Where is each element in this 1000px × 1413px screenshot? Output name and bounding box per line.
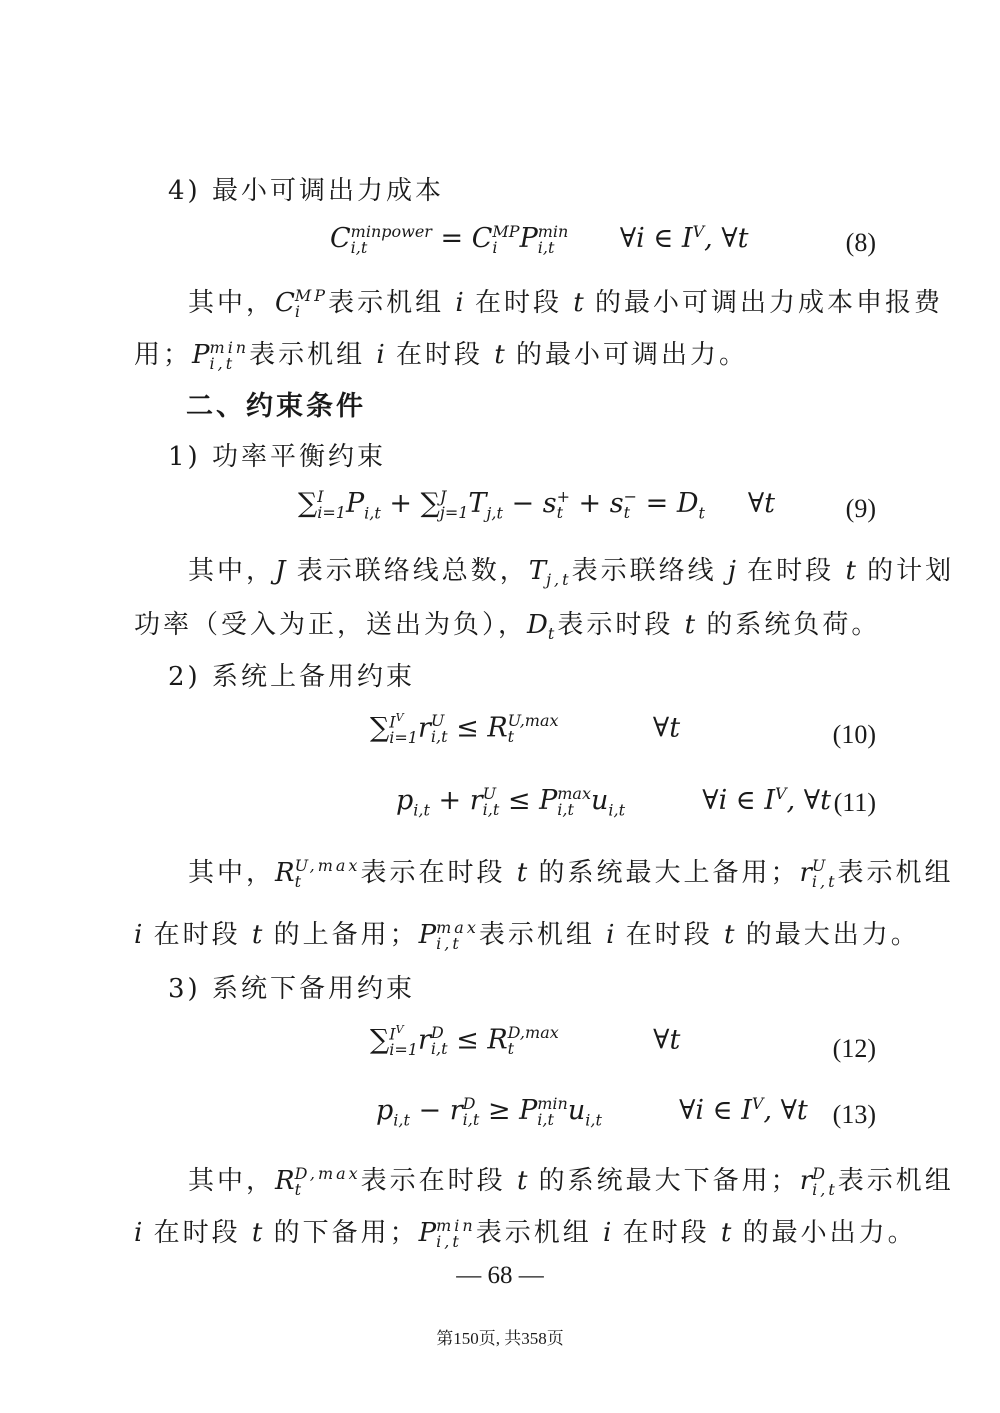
list-item-heading: 3) 系统下备用约束 [168, 974, 415, 1004]
equation-number: (13) [832, 1100, 876, 1129]
equation-number: (9) [845, 494, 876, 523]
paragraph-line: 功率（受入为正，送出为负），$D_t$表示时段 t 的系统负荷。 [134, 610, 881, 644]
page-number: — 68 — [456, 1262, 544, 1289]
paragraph-line: 其中，J 表示联络线总数，$T_{j,t}$表示联络线 j 在时段 t 的计划 [188, 556, 955, 590]
equation-number: (11) [833, 788, 876, 817]
page-footer: 第150页, 共358页 [436, 1329, 564, 1348]
equation-number: (10) [832, 720, 876, 749]
list-item-heading: 1) 功率平衡约束 [168, 442, 386, 472]
equation-9: ∑ I i=1 $P_{i,t}$ + ∑ J j=1 $T_{j,t} - s$ + t + s − t = $D_t$ ∀t [298, 486, 775, 523]
equation-10: ∑ $I^V$ i=1 r U i,t ≤ R U,max t ∀t [370, 711, 681, 748]
equation-11: $p_{i,t} + r$ U i,t ≤ P max i,t $u_{i,t}$ ∀i ∈ $I^V$, ∀t [396, 783, 831, 820]
paragraph-line: 其中，R D,max t 表示在时段 t 的系统最大下备用；r D i,t 表示机组 [188, 1164, 954, 1199]
equation-number: (8) [845, 228, 876, 257]
equation-13: $p_{i,t} - r$ D i,t ≥ P min i,t $u_{i,t}$ ∀i ∈ $I^V$, ∀t [376, 1093, 808, 1130]
paragraph-line: 用；P min i,t 表示机组 i 在时段 t 的最小可调出力。 [134, 338, 748, 373]
paragraph-line: 其中，C MP i 表示机组 i 在时段 t 的最小可调出力成本申报费 [188, 286, 943, 321]
list-item-heading: 4) 最小可调出力成本 [168, 176, 444, 206]
list-item-heading: 2) 系统上备用约束 [168, 662, 415, 692]
paragraph-line: 其中，R U,max t 表示在时段 t 的系统最大上备用；r U i,t 表示机组 [188, 856, 954, 891]
paragraph-line: i 在时段 t 的下备用；P min i,t 表示机组 i 在时段 t 的最小出力。 [134, 1216, 917, 1251]
equation-12: ∑ $I^V$ i=1 r D i,t ≤ R D,max t ∀t [370, 1023, 681, 1060]
section-heading: 二、约束条件 [186, 391, 366, 422]
paragraph-line: i 在时段 t 的上备用；P max i,t 表示机组 i 在时段 t 的最大出力。 [134, 918, 920, 953]
equation-number: (12) [832, 1034, 876, 1063]
equation-8: C minpower i,t = C MP i P min i,t ∀i ∈ $I^V$, ∀t [330, 221, 749, 257]
